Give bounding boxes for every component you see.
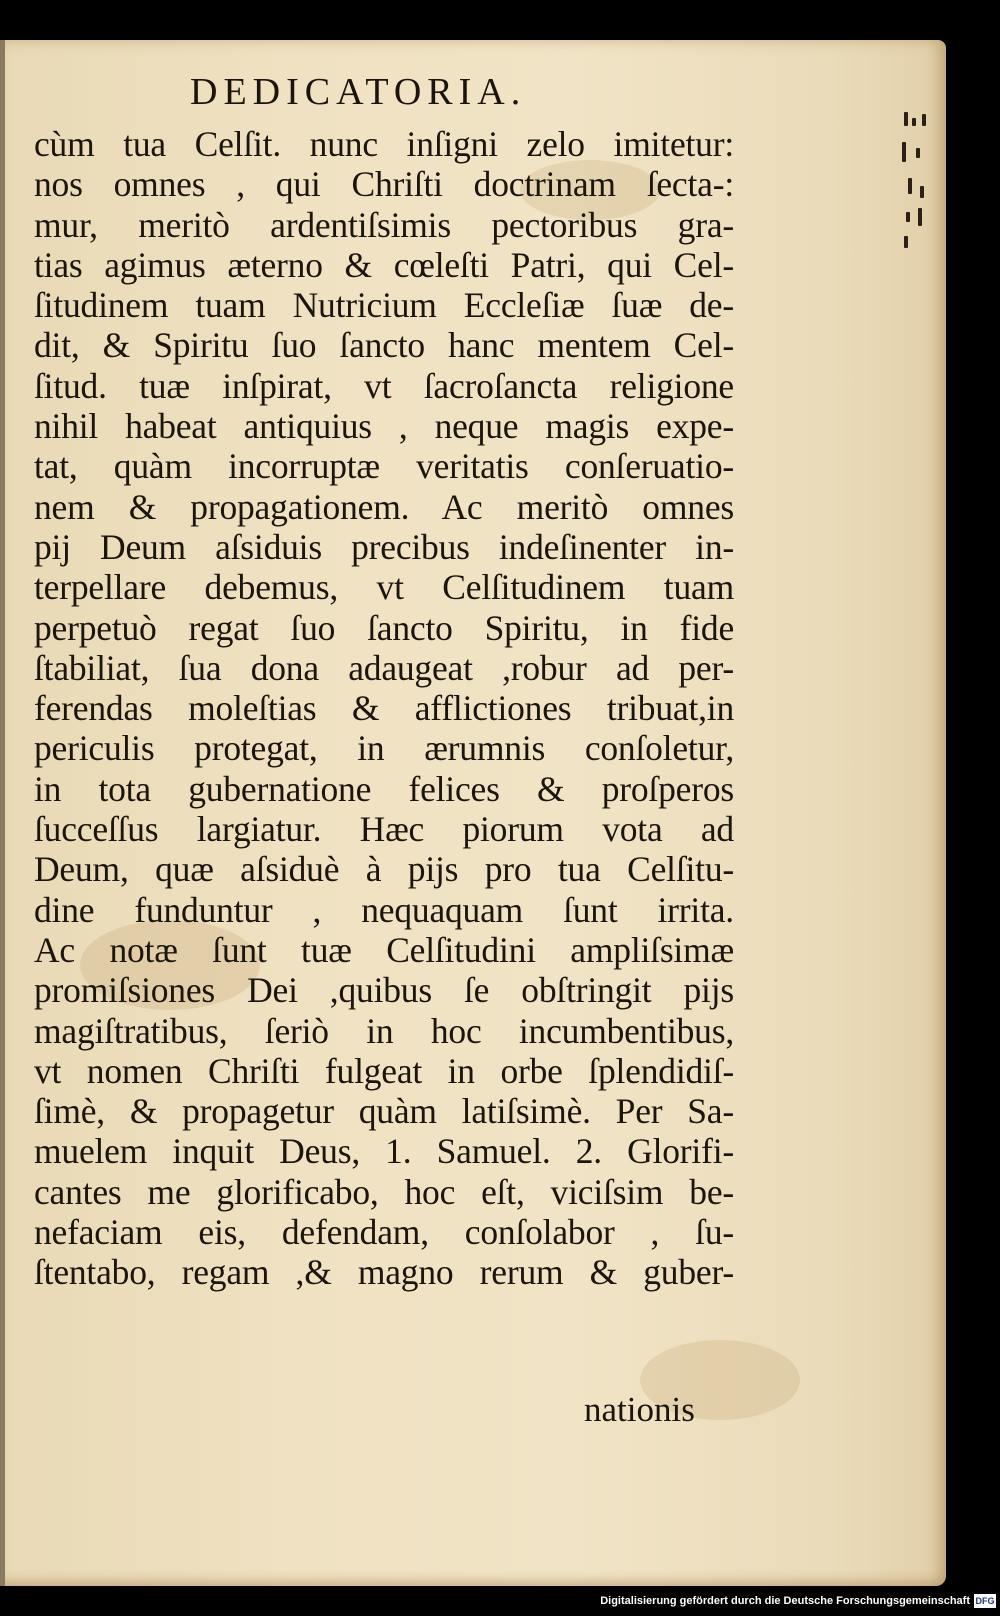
text-line: ſucceſſus largiatur. Hæc piorum vota ad bbox=[34, 809, 734, 850]
text-line: nihil habeat antiquius , neque magis expe- bbox=[34, 406, 734, 447]
text-line: periculis protegat, in ærumnis conſoletur, bbox=[34, 728, 734, 769]
text-line: vt nomen Chriſti fulgeat in orbe ſplendidiſ- bbox=[34, 1050, 734, 1091]
text-line: dine funduntur , nequaquam ſunt irrita. bbox=[34, 889, 734, 930]
text-line: Deum, quæ aſsiduè à pijs pro tua Celſitu- bbox=[34, 849, 734, 890]
running-header: DEDICATORIA. bbox=[190, 71, 527, 113]
catchword: nationis bbox=[584, 1390, 695, 1429]
dfg-logo: DFG bbox=[975, 1596, 995, 1606]
page-gutter-edge bbox=[0, 40, 5, 1586]
text-line: pij Deum aſsiduis precibus indeſinenter in- bbox=[34, 526, 734, 567]
text-line: perpetuò regat ſuo ſancto Spiritu, in fide bbox=[34, 607, 734, 648]
text-line: terpellare debemus, vt Celſitudinem tuam bbox=[34, 567, 734, 608]
text-line: magiſtratibus, ſeriò in hoc incumbentibus, bbox=[34, 1010, 734, 1051]
funding-credit: Digitalisierung gefördert durch die Deutsche Forschungsgemeinschaft bbox=[600, 1595, 970, 1607]
text-line: ſitudinem tuam Nutricium Eccleſiæ ſuæ de- bbox=[34, 285, 734, 326]
text-line: cùm tua Celſit. nunc inſigni zelo imitetur: bbox=[34, 124, 734, 164]
show-through-marks bbox=[898, 108, 938, 268]
text-line: nem & propagationem. Ac meritò omnes bbox=[34, 486, 734, 527]
text-line: ſtentabo, regam ,& magno rerum & guber- bbox=[34, 1252, 734, 1293]
text-line: ferendas moleſtias & afflictiones tribuat,in bbox=[34, 688, 734, 729]
text-line: muelem inquit Deus, 1. Samuel. 2. Glorifi- bbox=[34, 1131, 734, 1172]
text-line: ſimè, & propagetur quàm latiſsimè. Per Sa- bbox=[34, 1091, 734, 1132]
text-line: nefaciam eis, defendam, conſolabor , ſu- bbox=[34, 1212, 734, 1253]
text-line: promiſsiones Dei ,quibus ſe obſtringit pijs bbox=[34, 970, 734, 1011]
text-line: cantes me glorificabo, hoc eſt, viciſsim be- bbox=[34, 1171, 734, 1212]
body-text bbox=[34, 124, 734, 1293]
text-line: tias agimus æterno & cœleſti Patri, qui Cel- bbox=[34, 244, 734, 285]
text-line: dit, & Spiritu ſuo ſancto hanc mentem Cel- bbox=[34, 325, 734, 366]
text-line: ſtabiliat, ſua dona adaugeat ,robur ad per- bbox=[34, 647, 734, 688]
top-border bbox=[0, 0, 1000, 42]
text-line: mur, meritò ardentiſsimis pectoribus gra- bbox=[34, 204, 734, 245]
text-line: Ac notæ ſunt tuæ Celſitudini ampliſsimæ bbox=[34, 929, 734, 970]
text-line: ſitud. tuæ inſpirat, vt ſacroſancta religione bbox=[34, 365, 734, 406]
text-line: tat, quàm incorruptæ veritatis conſeruatio- bbox=[34, 446, 734, 487]
text-line: in tota gubernatione felices & proſperos bbox=[34, 768, 734, 809]
text-line: nos omnes , qui Chriſti doctrinam ſecta-: bbox=[34, 164, 734, 205]
